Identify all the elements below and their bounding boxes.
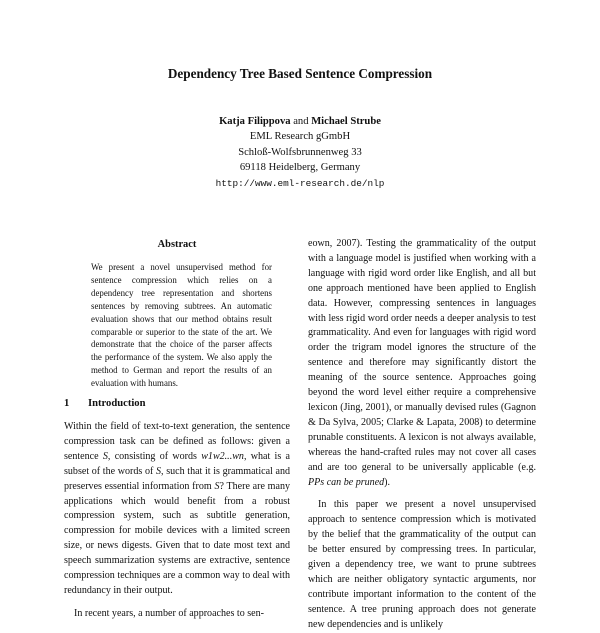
text-run: Within the field of text-to-text generation, the sentence compression task can be defined as follows: given a sentence: [64, 421, 290, 462]
math-variable: S: [102, 450, 108, 462]
abstract-heading: Abstract: [157, 239, 197, 250]
math-variable: S: [156, 465, 162, 477]
math-word-sequence: w1w2...wn: [201, 450, 244, 462]
italic-example: PPs can be pruned: [308, 476, 385, 488]
text-run: , consisting of words: [107, 450, 202, 462]
author-url: http://www.eml-research.de/nlp: [215, 177, 385, 189]
author-name: Katja Filippova: [219, 116, 291, 127]
intro-paragraph: In recent years, a number of approaches to sen-: [74, 607, 264, 619]
author-separator: and: [293, 116, 309, 127]
section-heading-introduction: [64, 398, 290, 409]
affiliation: EML Research gGmbH: [249, 131, 351, 143]
introduction-body: [64, 420, 290, 622]
address-city: 69118 Heidelberg, Germany: [239, 162, 361, 174]
text-run: eown, 2007). Testing the grammaticality of the output with a language model is justified when working with a language with rigid word order like English, and all but one approach mentioned have been applied to English data. However, compressing sentences in languages with less rigid word order needs a deeper analysis to test grammaticality. And even for languages with rigid word order the trigram model ignores the structure of the sentence and therefore may significantly distort the meaning of the source sentence. Approaches going beyond the word level either require a comprehensive lexicon (Jing, 2001), or manually devised rules (Gagnon & Da Sylva, 2005; Clarke & Lapata, 2008) to determine prunable constituents. A lexicon is not always available, whereas the hand-crafted rules may not cover all cases and are too general to be universally applicable (e.g.: [308, 238, 536, 473]
section-title: Introduction: [88, 398, 146, 409]
text-run: ).: [384, 476, 391, 488]
body-paragraph: [308, 237, 536, 490]
author-block: [0, 114, 600, 191]
text-run: , what is a subset of the words of: [64, 450, 290, 477]
text-run: ? There are many applications which would benefit from a robust compression system, such as subtitle generation, compression for mobile devices with a limited screen size, or news digests. Given that to date most text and speech summarization systems are extractive, sentence compression techniques are a common way to deal with redundancy in their output.: [64, 480, 290, 596]
section-number: 1: [64, 398, 70, 409]
body-paragraph: In this paper we present a novel unsupervised approach to sentence compression which is motivated by the belief that the grammaticality of the output can be better ensured by compressing trees. In particular, given a dependency tree, we want to prune subtrees which are neither obligatory syntactic arguments, nor contribute important information to the content of the sentence. A tree pruning approach does not generate new dependencies and is unlikely: [308, 499, 536, 630]
address-street: Schloß-Wolfsbrunnenweg 33: [238, 146, 362, 158]
abstract-text: We present a novel unsupervised method for sentence compression which relies on a dependency tree representation and shortens sentences by removing subtrees. An automatic evaluation shows that our method obtains result comparable or superior to the state of the art. We demonstrate that the choice of the parser affects the performance of the system. We also apply the method to German and report the results of an evaluation with humans.: [91, 262, 272, 389]
paper-title: Dependency Tree Based Sentence Compression: [167, 66, 433, 81]
math-variable: S: [214, 480, 220, 492]
right-column-body: [308, 237, 536, 633]
text-run: , such that it is grammatical and preserves essential information from: [64, 465, 290, 492]
authors-line: [0, 114, 600, 129]
intro-paragraph: [64, 420, 290, 599]
author-name: Michael Strube: [311, 116, 381, 127]
